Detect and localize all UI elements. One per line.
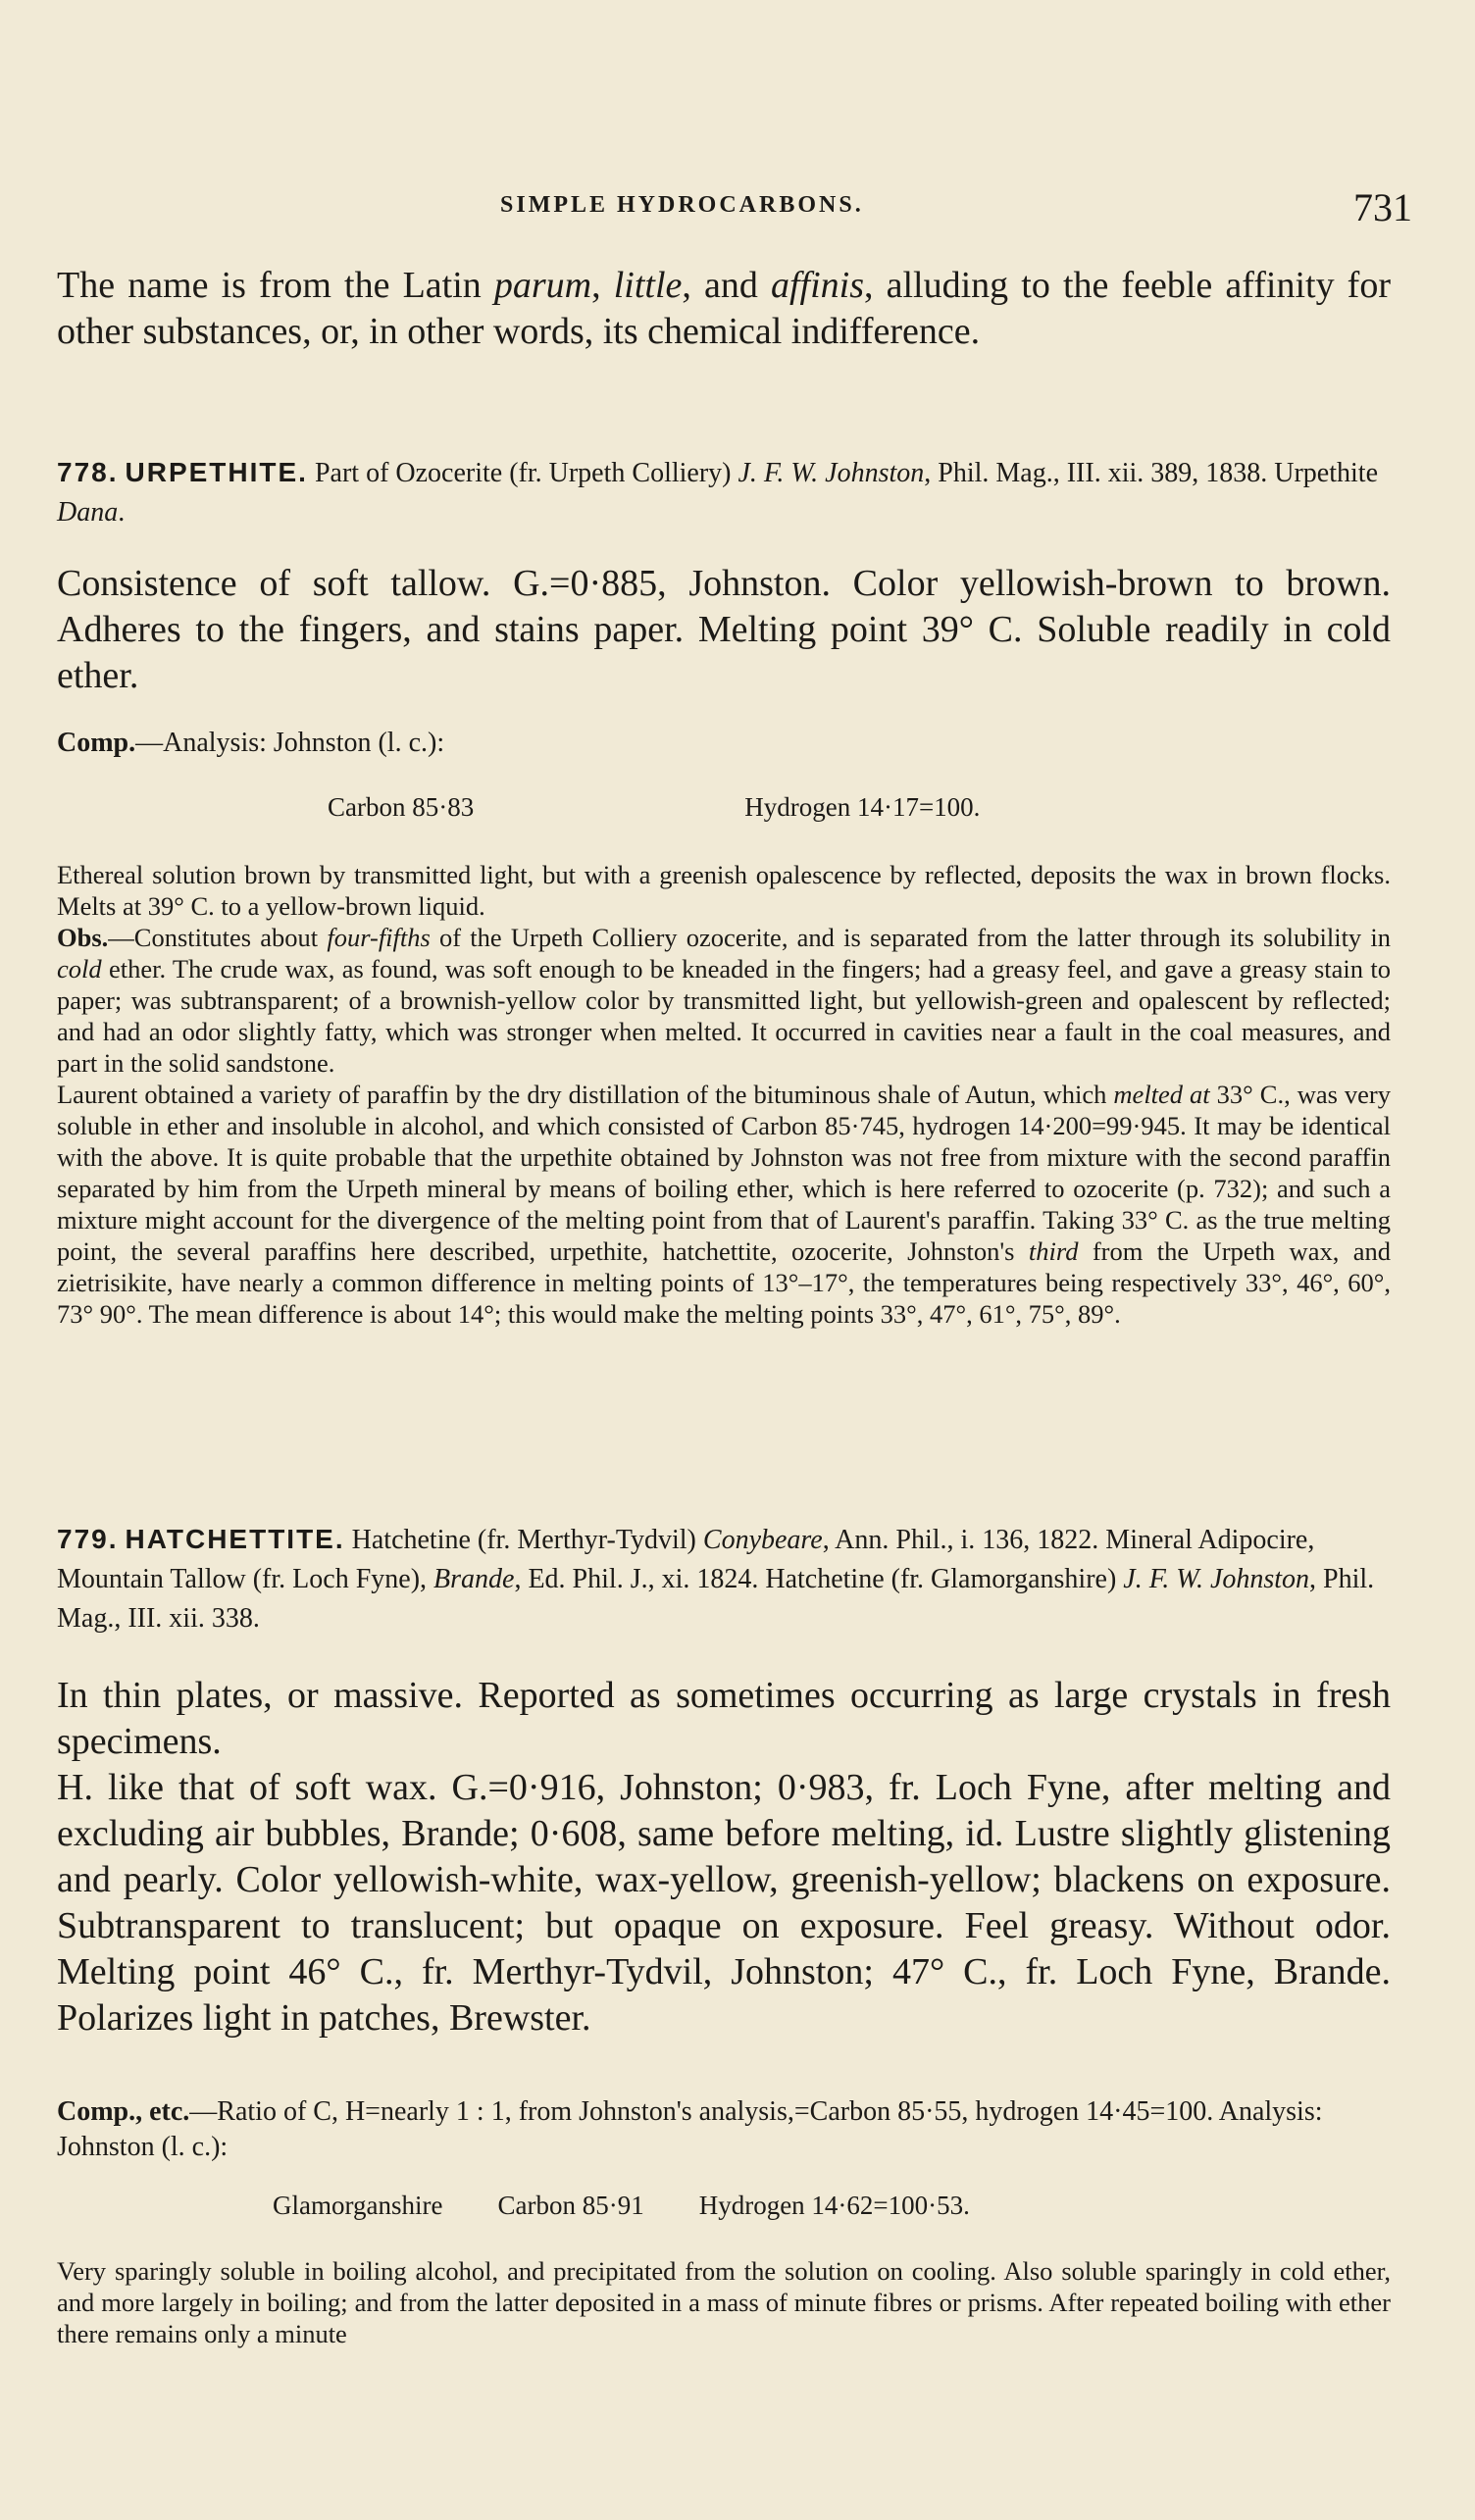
obs-note: Obs.—Constitutes about four-fifths of the Urpeth Colliery ozocerite, and is separated from the latter through its solubility in cold ether. The crude wax, as found, was soft enough to be kneaded in the fingers; had a greasy feel, and gave a greasy stain to paper; was subtransparent; of a brownish-yellow color by transmitted light, but yellowish-green and opalescent by reflected; and had an odor slightly fatty, which was stronger when melted. It occurred in cavities near a fault in the coal measures, and part in the solid sandstone. — [57, 923, 1391, 1078]
hatchettite-analysis — [57, 2189, 1391, 2222]
hatchettite-heading: 779. HATCHETTITE. Hatchetine (fr. Merthyr-Tydvil) Conybeare, Ann. Phil., i. 136, 1822. Mineral Adipocire, Mountain Tallow (fr. Loch Fyne), Brande, Ed. Phil. J., xi. 1824. Hatchetine (fr. Glamorganshire) J. F. W. Johnston, Phil. Mag., III. xii. 338. — [57, 1524, 1375, 1634]
analysis-carbon: Carbon 85·83 — [328, 792, 475, 822]
hatchettite-solubility: Very sparingly soluble in boiling alcohol, and precipitated from the solution on cooling. Also soluble sparingly in cold ether, and more largely in boiling; and from the latter deposited in a mass of minute fibres or prisms. After repeated boiling with ether there remains only a minute — [57, 2256, 1391, 2348]
analysis-hydrogen: Hydrogen 14·17=100. — [744, 792, 981, 822]
urpethite-description: Consistence of soft tallow. G.=0·885, Johnston. Color yellowish-brown to brown. Adheres to the fingers, and stains paper. Melting point 39° C. Soluble readily in cold ether. — [57, 563, 1391, 696]
analysis-locality: Glamorganshire — [273, 2191, 443, 2220]
laurent-note: Laurent obtained a variety of paraffin by the dry distillation of the bituminous shale of Autun, which melted at 33° C., was very soluble in ether and insoluble in alcohol, and which consisted of Carbon 85·745, hydrogen 14·200=99·945. It may be identical with the above. It is quite probable that the urpethite obtained by Johnston was not free from mixture with the second paraffin separated by him from the Urpeth mineral by means of boiling ether, which is here referred to ozocerite (p. 732); and such a mixture might account for the divergence of the melting point from that of Laurent's paraffin. Taking 33° C. as the true melting point, the several paraffins here described, urpethite, hatchettite, ozocerite, Johnston's third from the Urpeth wax, and zietrisikite, have nearly a common difference in melting points of 13°–17°, the temperatures being respectively 33°, 46°, 60°, 73° 90°. The mean difference is about 14°; this would make the melting points 33°, 47°, 61°, 75°, 89°. — [57, 1080, 1391, 1329]
page-header — [471, 184, 1412, 233]
mineral-name: URPETHITE. — [125, 457, 308, 487]
analysis-hydrogen: Hydrogen 14·62=100·53. — [698, 2191, 970, 2220]
urpethite-notes — [57, 859, 1391, 1330]
hatchettite-desc1: In thin plates, or massive. Reported as sometimes occurring as large crystals in fresh specimens. — [57, 1675, 1391, 1762]
hatchettite-description — [57, 1673, 1391, 2041]
page-number: 731 — [1353, 185, 1412, 229]
urpethite-comp: Comp.—Analysis: Johnston (l. c.): — [57, 728, 445, 758]
intro-paragraph — [57, 263, 1391, 355]
urpethite-heading: 778. URPETHITE. Part of Ozocerite (fr. Urpeth Colliery) J. F. W. Johnston, Phil. Mag., III. xii. 389, 1838. Urpethite Dana. — [57, 457, 1378, 528]
urpethite-analysis — [57, 790, 1391, 824]
hatchettite-comp: Comp., etc.—Ratio of C, H=nearly 1 : 1, from Johnston's analysis,=Carbon 85·55, hydrogen 14·45=100. Analysis: Johnston (l. c.): — [57, 2096, 1323, 2162]
mineral-name: HATCHETTITE. — [125, 1524, 345, 1554]
hatchettite-desc2: H. like that of soft wax. G.=0·916, Johnston; 0·983, fr. Loch Fyne, after melting and excluding air bubbles, Brande; 0·608, same before melting, id. Lustre slightly glistening and pearly. Color yellowish-white, wax-yellow, greenish-yellow; blackens on exposure. Subtransparent to translucent; but opaque on exposure. Feel greasy. Without odor. Melting point 46° C., fr. Merthyr-Tydvil, Johnston; 47° C., fr. Loch Fyne, Brande. Polarizes light in patches, Brewster. — [57, 1767, 1391, 2039]
ethereal-note: Ethereal solution brown by transmitted light, but with a greenish opalescence by reflected, deposits the wax in brown flocks. Melts at 39° C. to a yellow-brown liquid. — [57, 860, 1391, 921]
analysis-carbon: Carbon 85·91 — [497, 2191, 644, 2220]
running-head: SIMPLE HYDROCARBONS. — [500, 192, 864, 218]
intro-text: The name is from the Latin parum, little, and affinis, alluding to the feeble affinity for other substances, or, in other words, its chemical indifference. — [57, 265, 1391, 352]
